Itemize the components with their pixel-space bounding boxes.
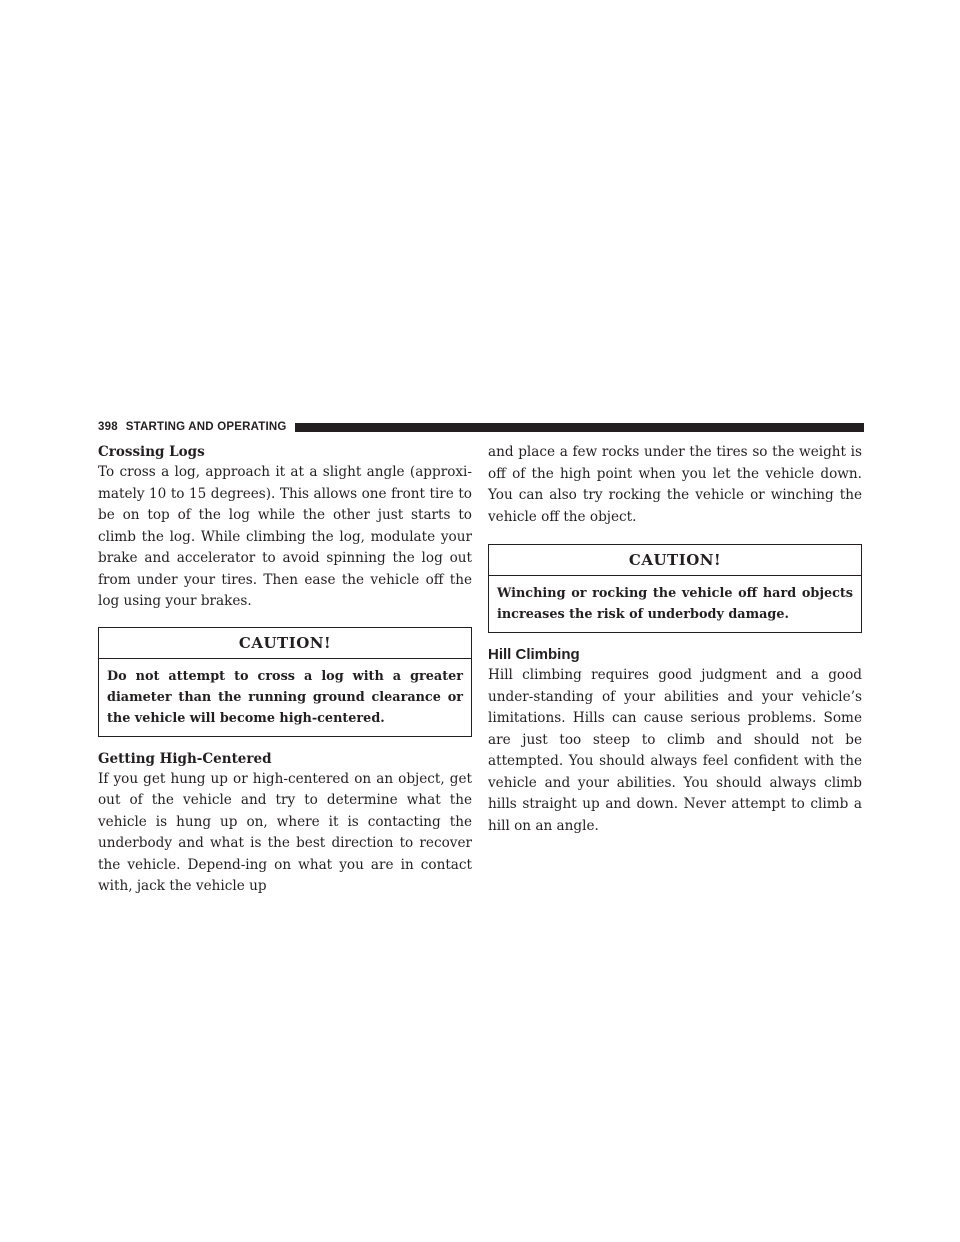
crossing-logs-heading: Crossing Logs: [98, 444, 205, 460]
crossing-logs-paragraph: To cross a log, approach it at a slight angle (approxi-mately 10 to 15 degrees). This allows one front tire to be on top of the log while the other just starts to climb the log. While climbing the log, modulate your brake and accelerator to avoid spinning the log out from under your tires. Then ease the vehicle off the log using your brakes.: [98, 464, 472, 609]
caution-title: CAUTION!: [99, 628, 471, 659]
caution-text: Winching or rocking the vehicle off hard objects increases the risk of underbody damage.: [497, 586, 853, 622]
caution-box-log: [98, 627, 472, 737]
high-centered-heading: Getting High-Centered: [98, 750, 272, 767]
caution-text: Do not attempt to cross a log with a greater diameter than the running ground clearance or the vehicle will become high-centered.: [107, 668, 463, 726]
caution-box-winching: [488, 544, 862, 633]
right-column: [488, 442, 862, 837]
continued-paragraph: and place a few rocks under the tires so the weight is off of the high point when you let the vehicle down. You can also try rocking the vehicle or winching the vehicle off the object.: [488, 444, 862, 525]
page-number: 398: [98, 421, 118, 433]
header-rule: [295, 423, 864, 432]
page-header: [98, 419, 864, 435]
left-column: [98, 442, 472, 898]
hill-climbing-paragraph: Hill climbing requires good judgment and a good under-standing of your abilities and your vehicle’s limitations. Hills can cause serious problems. Some are just too steep to climb and should not be attempted. You should always feel confident with the vehicle and your abilities. You should always climb hills straight up and down. Never attempt to climb a hill on an angle.: [488, 667, 862, 834]
section-title: STARTING AND OPERATING: [125, 421, 287, 433]
high-centered-paragraph: If you get hung up or high-centered on an object, get out of the vehicle and try to determine what the vehicle is hung up on, where it is contacting the underbody and what is the best direction to recover the vehicle. Depend-ing on what you are in contact with, jack the vehicle up: [98, 770, 472, 894]
caution-title: CAUTION!: [489, 545, 861, 576]
hill-climbing-heading: Hill Climbing: [488, 646, 580, 663]
